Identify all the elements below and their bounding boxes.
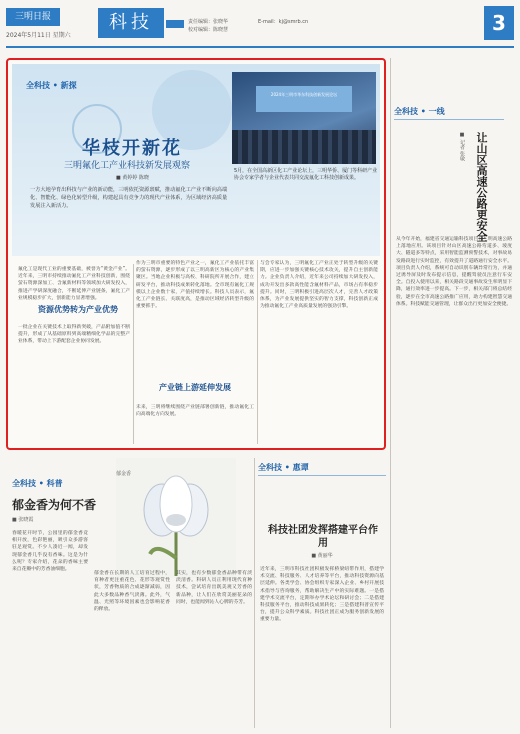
feature-hero xyxy=(12,64,380,256)
conference-audience xyxy=(232,130,376,164)
editor-line-2: 校对编辑：陈晓慧 xyxy=(188,27,229,33)
right-article-author: ■ 记者 张敏 xyxy=(459,132,465,162)
science-title[interactable]: 郁金香为何不香 xyxy=(12,498,97,512)
feature-column-a-cont: 一批企业在关键技术上取得新突破，产品附加值不断提升，形成了从基础原料到高端精细化学品的完整产业体系，带动上下游配套企业协同发展。 xyxy=(18,325,130,345)
conference-screen xyxy=(256,86,352,112)
section-head-2: 产业链上游延伸发展 xyxy=(159,382,231,392)
society-author: ■ 黄丽华 xyxy=(311,553,333,559)
masthead xyxy=(6,6,514,48)
science-column-3: 其实，也有少数郁金香品种带有淡淡清香。科研人员正利用现代育种技术，尝试培育出既美观又芳香的新品种，让人们在欣赏美丽花朵的同时，也能闻到沁人心脾的芬芳。 xyxy=(176,571,252,605)
right-article[interactable] xyxy=(394,106,514,666)
feature-column-a: 氟化工是现代工业的重要基础，被誉为“黄金产业”。近年来，三明市持续推动氟化工产业科技创新，围绕萤石资源深加工、含氟新材料等领域加大研发投入，推进产学研深度融合，不断延伸产业链条，氟化工产业规模稳步扩大，创新能力显著增强。 xyxy=(18,267,130,300)
feature-author: ■ 黄婷婷 陈晓 xyxy=(116,175,149,181)
science-author: ■ 张晓霞 xyxy=(12,517,34,523)
conference-photo[interactable] xyxy=(232,72,376,164)
column-divider xyxy=(257,260,258,444)
right-article-tag: 全科技 • 一线 xyxy=(394,106,504,120)
right-article-body: 从今年开始，福建省交通运输科技项目在三明高速公路上落地应用。该项目针对山区高速公路弯道多、坡度大、隧道多等特点，采用智能监测预警技术，对事故易发路段进行实时监控，有效提升了道路通行安全水平。项目负责人介绍，系统可自动识别车辆异常行为，并通过诱导屏及时发布提示信息，提醒驾驶员注意行车安全。自投入使用以来，相关路段交通事故发生率明显下降，通行效率进一步提高。下一步，相关部门将总结经验，逐步在全市高速公路推广应用，助力构建智慧交通体系。科技赋能交通管理，让群众出行更加安全便捷。 xyxy=(396,237,512,307)
paper-logo: 三明日报 xyxy=(6,8,60,26)
feature-subtitle: 三明氟化工产业科技新发展观察 xyxy=(64,161,191,171)
page-number: 3 xyxy=(484,6,514,40)
science-column-2: 郁金香在长期的人工培育过程中，育种者更注重花色、花形等观赏性状，芳香物质的合成逐渐减弱，因此大多数品种香气淡薄。此外，气温、光照等环境因素也会影响花香的释放。 xyxy=(94,571,170,613)
science-article[interactable] xyxy=(6,458,252,728)
science-tag: 全科技 • 科普 xyxy=(12,479,63,488)
society-tag: 全科技 • 惠谭 xyxy=(258,462,386,476)
editor-info xyxy=(188,18,228,34)
section-title-bar xyxy=(166,20,184,28)
section-title: 科技 xyxy=(98,8,164,38)
society-body: 近年来，三明市科技社团积极发挥桥梁纽带作用，搭建学术交流、科技服务、人才培养等平台，推动科技资源向基层延伸。各类学会、协会组织专家深入企业、乡村开展技术指导与咨询服务，帮助解决生产中的实际难题。一是搭建学术交流平台，定期举办学术论坛和研讨会；二是搭建科技服务平台，推动科技成果转化；三是搭建科普宣传平台，提升公众科学素质。科技社团正成为服务创新发展的重要力量。 xyxy=(260,567,384,623)
feature-tag: 全科技 • 新探 xyxy=(26,81,77,90)
feature-column-b: 作为三明市重要的特色产业之一，氟化工产业依托丰富的萤石资源，逐步形成了以三明高新区为核心的产业集聚区。当地企业积极与高校、科研院所开展合作，建立研发平台，推动科技成果转化落地。全市现有氟化工规模以上企业数十家，产值持续增长。科技人员表示，氟化工产业链长、关联度高，是推动区域经济转型升级的重要抓手。 xyxy=(136,261,254,310)
society-title[interactable]: 科技社团发挥搭建平台作用 xyxy=(268,525,378,549)
feature-title[interactable]: 华枝开新花 xyxy=(82,138,182,159)
society-article[interactable] xyxy=(258,458,388,728)
section-head-1: 资源优势转为产业优势 xyxy=(38,304,118,314)
issue-date: 2024年5月11日 星期六 xyxy=(6,32,71,39)
science-column-1: 春暖花开时节，公园里的郁金香竞相开放，色彩艳丽，吸引众多游客驻足观赏。不少人凑近一闻，却发现郁金香几乎没有香味。这是为什么呢？专家介绍，花朵的香味主要来自花瓣中的芳香油细胞。 xyxy=(12,531,88,573)
right-article-headline[interactable]: 让山区高速公路更安全 xyxy=(475,132,488,242)
tulip-photo xyxy=(116,458,236,578)
column-divider xyxy=(133,264,134,444)
feature-lead: 一方大地孕育出科技与产业的新动能，三明依托资源禀赋，推动氟化工产业不断向高端化、智能化、绿色化转型升级，构建起具有竞争力的现代产业体系，为区域经济高质量发展注入新活力。 xyxy=(30,187,228,209)
feature-article[interactable] xyxy=(6,58,386,450)
editor-contact: E-mail：kj@smrb.cn xyxy=(258,19,309,25)
editor-line-1: 责任编辑：张晓华 xyxy=(188,19,229,25)
feature-column-b-cont: 未来，三明将继续围绕产业链部署创新链，推动氟化工向高端化方向发展。 xyxy=(136,405,254,418)
photo-caption: 5月，在全国高新区化工产业论坛上，三明华侨、厦门等科研产业协会专家学者与企业代表共同交流氟化工科技创新成果。 xyxy=(234,168,378,181)
page-divider xyxy=(390,58,391,728)
feature-column-c: 与会专家认为，三明氟化工产业正处于转型升级的关键期，应进一步加强关键核心技术攻关，提升自主创新能力。企业负责人介绍，近年来公司持续加大研发投入，成功开发出多款高性能含氟材料产品，市场占有率稳步提升。同时，三明积极引进高层次人才，完善人才政策体系，为产业发展提供坚实的智力支撑，科技创新正成为推动氟化工产业高质量发展的强劲引擎。 xyxy=(260,261,378,310)
conference-banner: 2024年三明市华东科技创新发展论坛 xyxy=(270,92,338,97)
bottom-divider xyxy=(254,458,255,728)
flower-caption: 郁金香 xyxy=(116,471,132,477)
